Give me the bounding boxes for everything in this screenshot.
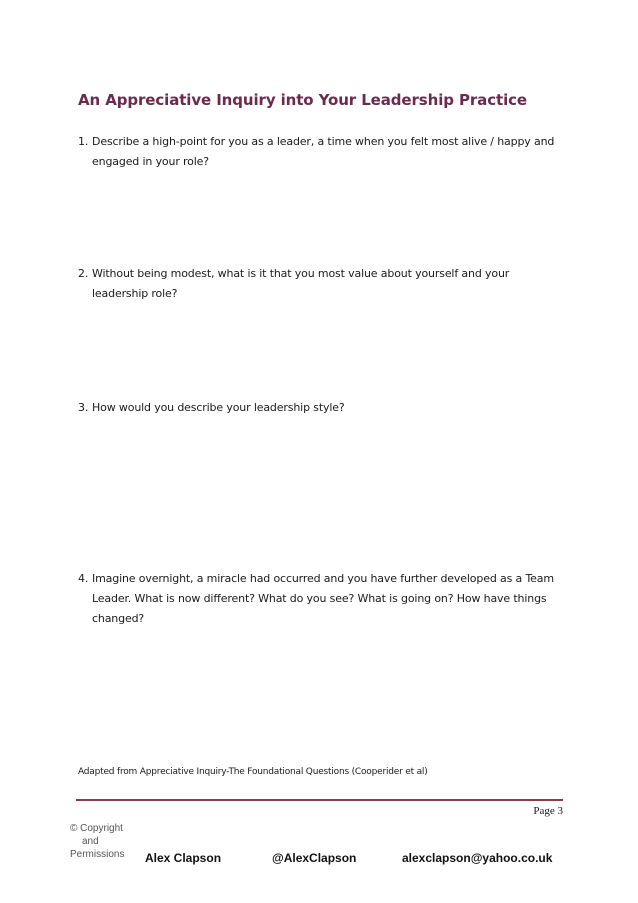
page-number: Page 3 [533, 805, 563, 817]
question-item [78, 398, 558, 418]
question-text: Describe a high-point for you as a leader, a time when you felt most alive / happy and engaged in your role? [92, 135, 555, 168]
copyright-line: © Copyright [70, 823, 123, 834]
footer-divider [76, 799, 563, 801]
question-item [78, 569, 558, 629]
copyright-block [70, 822, 124, 861]
copyright-line: Permissions [70, 849, 125, 860]
question-item [78, 132, 558, 172]
question-number: 1. [78, 135, 89, 148]
question-number: 4. [78, 572, 89, 585]
page-title: An Appreciative Inquiry into Your Leadership Practice [78, 91, 527, 109]
author-name: Alex Clapson [145, 851, 222, 865]
question-text: Without being modest, what is it that you most value about yourself and your leadership role? [92, 267, 510, 300]
copyright-line: and [82, 836, 99, 847]
author-handle: @AlexClapson [272, 851, 357, 865]
question-number: 2. [78, 267, 89, 280]
source-note: Adapted from Appreciative Inquiry-The Foundational Questions (Cooperider et al) [78, 767, 428, 777]
author-email: alexclapson@yahoo.co.uk [402, 851, 553, 865]
question-text: How would you describe your leadership style? [92, 401, 345, 414]
question-text: Imagine overnight, a miracle had occurred and you have further developed as a Team Leader. What is now different? What do you see? What is going on? How have things changed? [92, 572, 554, 625]
question-number: 3. [78, 401, 89, 414]
question-item [78, 264, 558, 304]
